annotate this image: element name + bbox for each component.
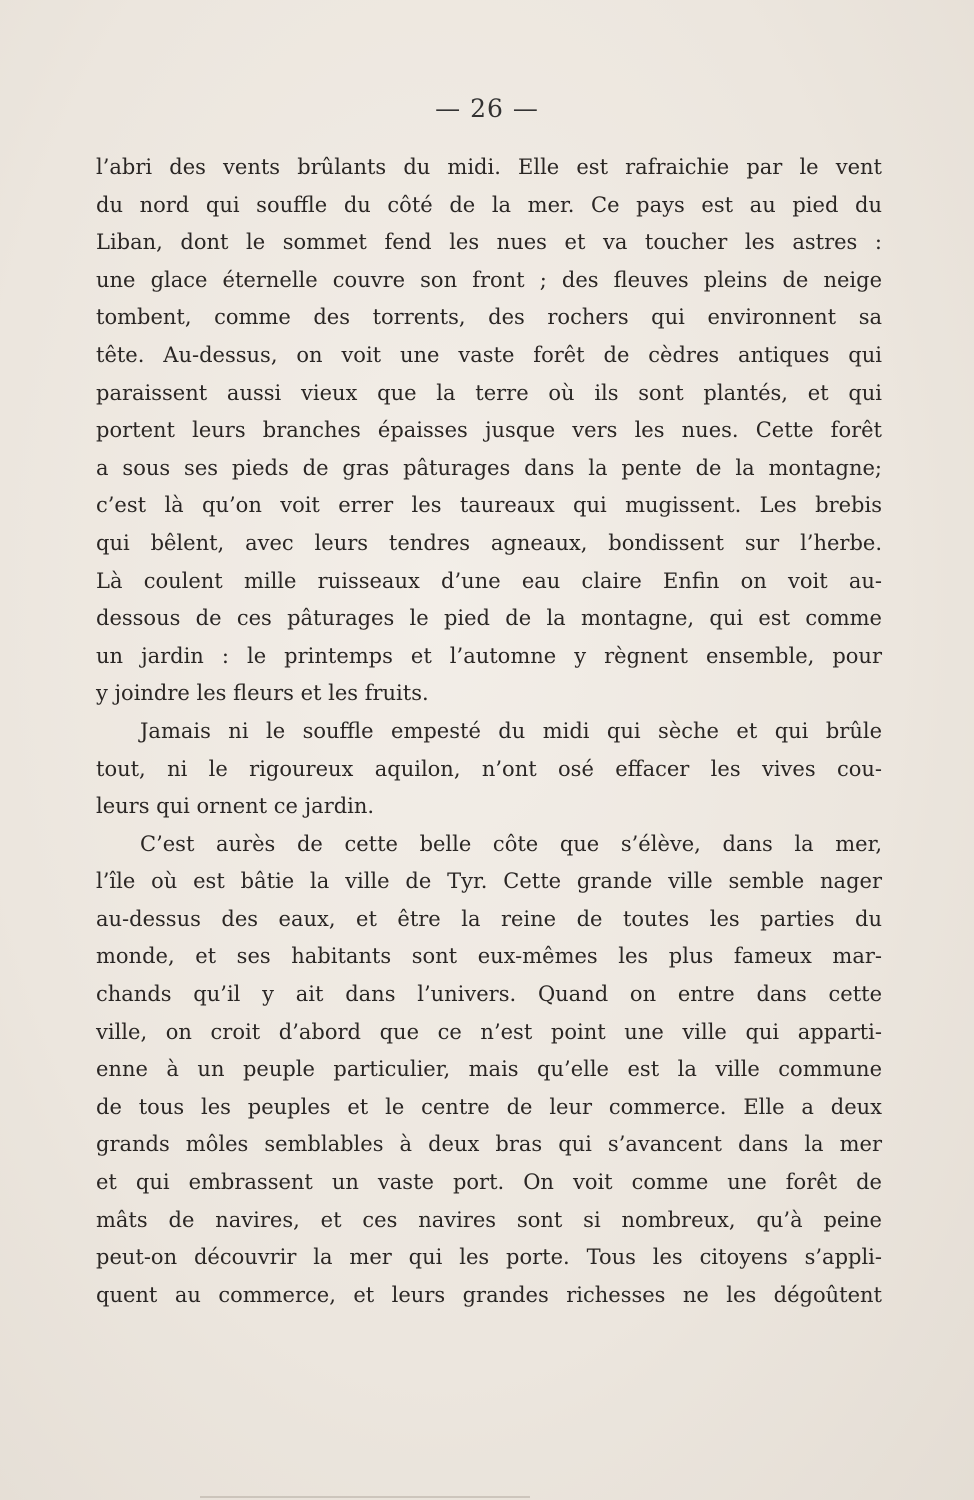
text-line: du nord qui souffle du côté de la mer. Ce pays est au pied du: [96, 192, 882, 217]
text-line: c’est là qu’on voit errer les taureaux qui mugissent. Les brebis: [96, 493, 882, 518]
page-number: — 26 —: [435, 94, 539, 123]
text-line: au-dessus des eaux, et être la reine de toutes les parties du: [96, 906, 882, 931]
paragraph-start-line: Jamais ni le souffle empesté du midi qui sèche et qui brûle: [140, 718, 882, 743]
text-line: une glace éternelle couvre son front ; des fleuves pleins de neige: [96, 267, 882, 292]
text-line: tombent, comme des torrents, des rochers qui environnent sa: [96, 305, 882, 330]
text-line: portent leurs branches épaisses jusque vers les nues. Cette forêt: [96, 418, 882, 443]
body-text: [96, 149, 882, 1314]
text-line: a sous ses pieds de gras pâturages dans la pente de la montagne;: [96, 455, 882, 480]
text-line: Là coulent mille ruisseaux d’une eau claire Enfin on voit au-: [96, 568, 882, 593]
text-line: enne à un peuple particulier, mais qu’elle est la ville commune: [96, 1057, 882, 1082]
paragraph-end-line: leurs qui ornent ce jardin.: [96, 794, 375, 819]
text-line: l’île où est bâtie la ville de Tyr. Cette grande ville semble nager: [96, 869, 882, 894]
text-line: de tous les peuples et le centre de leur commerce. Elle a deux: [96, 1094, 882, 1119]
text-line: un jardin : le printemps et l’automne y règnent ensemble, pour: [96, 643, 882, 668]
text-line: peut-on découvrir la mer qui les porte. Tous les citoyens s’appli-: [96, 1245, 882, 1270]
text-line: paraissent aussi vieux que la terre où ils sont plantés, et qui: [96, 380, 882, 405]
text-line: grands môles semblables à deux bras qui s’avancent dans la mer: [96, 1132, 882, 1157]
text-line: monde, et ses habitants sont eux-mêmes les plus fameux mar-: [96, 944, 882, 969]
paragraph-end-line: y joindre les fleurs et les fruits.: [96, 681, 429, 706]
paragraph-start-line: C’est aurès de cette belle côte que s’élève, dans la mer,: [140, 831, 882, 856]
text-line: tête. Au-dessus, on voit une vaste forêt de cèdres antiques qui: [96, 342, 882, 367]
text-line: Liban, dont le sommet fend les nues et va toucher les astres :: [96, 230, 882, 255]
text-line: mâts de navires, et ces navires sont si nombreux, qu’à peine: [96, 1207, 882, 1232]
text-line: qui bêlent, avec leurs tendres agneaux, bondissent sur l’herbe.: [96, 530, 882, 555]
text-line: tout, ni le rigoureux aquilon, n’ont osé effacer les vives cou-: [96, 756, 882, 781]
text-line: quent au commerce, et leurs grandes richesses ne les dégoûtent: [96, 1282, 882, 1307]
text-line: et qui embrassent un vaste port. On voit comme une forêt de: [96, 1170, 882, 1195]
text-line: l’abri des vents brûlants du midi. Elle est rafraichie par le vent: [96, 155, 882, 179]
text-line: ville, on croit d’abord que ce n’est point une ville qui apparti-: [96, 1019, 882, 1044]
page-edge-divider: [200, 1496, 530, 1498]
text-line: dessous de ces pâturages le pied de la montagne, qui est comme: [96, 606, 882, 631]
text-line: chands qu’il y ait dans l’univers. Quand on entre dans cette: [96, 982, 882, 1007]
